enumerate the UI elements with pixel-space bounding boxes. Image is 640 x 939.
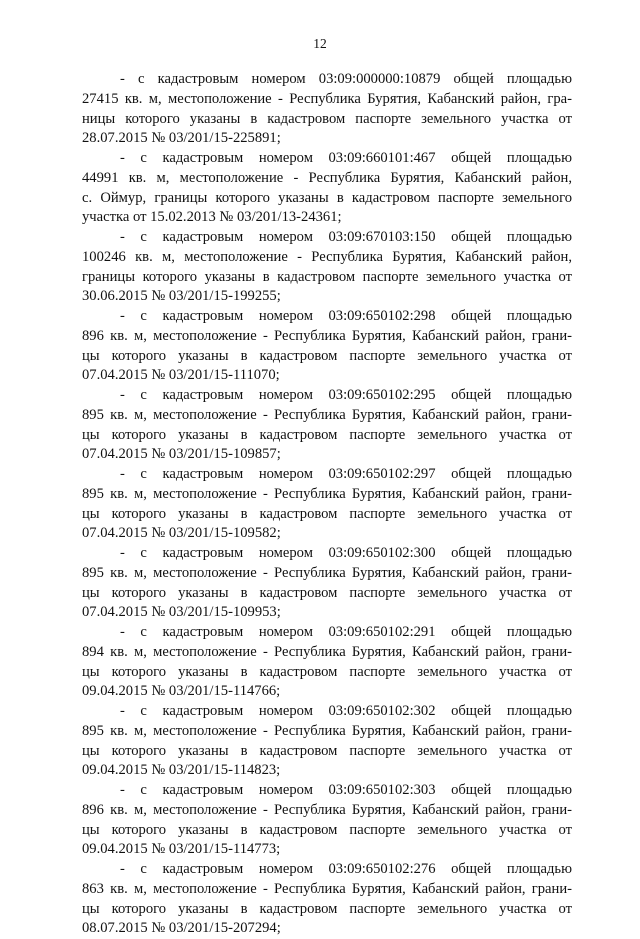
text-line: - с кадастровым номером 03:09:650102:295 общей площадью — [120, 387, 572, 403]
text-line: 09.04.2015 № 03/201/15-114823; — [82, 762, 281, 779]
text-line: - с кадастровым номером 03:09:650102:291 общей площадью — [120, 624, 572, 640]
text-line: 07.04.2015 № 03/201/15-109582; — [82, 525, 281, 542]
text-line: 09.04.2015 № 03/201/15-114773; — [82, 841, 281, 858]
text-line: цы которого указаны в кадастровом паспорте земельного участка от — [82, 584, 572, 601]
text-line: 28.07.2015 № 03/201/15-225891; — [82, 130, 281, 147]
document-body — [82, 70, 572, 939]
text-line: 895 кв. м, местоположение - Республика Бурятия, Кабанский район, грани- — [82, 485, 572, 502]
cadastral-entry — [82, 702, 572, 781]
text-line: - с кадастровым номером 03:09:650102:276 общей площадью — [120, 861, 572, 877]
text-line: 07.04.2015 № 03/201/15-109857; — [82, 446, 281, 463]
text-line: - с кадастровым номером 03:09:650102:297 общей площадью — [120, 466, 572, 482]
text-line: цы которого указаны в кадастровом паспорте земельного участка от — [82, 426, 572, 443]
text-line: - с кадастровым номером 03:09:650102:302 общей площадью — [120, 703, 572, 719]
text-line: - с кадастровым номером 03:09:650102:300 общей площадью — [120, 545, 572, 561]
text-line: участка от 15.02.2013 № 03/201/13-24361; — [82, 209, 342, 226]
text-line: цы которого указаны в кадастровом паспорте земельного участка от — [82, 900, 572, 917]
cadastral-entry — [82, 307, 572, 386]
text-line: границы которого указаны в кадастровом паспорте земельного участка от — [82, 268, 572, 285]
cadastral-entry — [82, 228, 572, 307]
cadastral-entry — [82, 465, 572, 544]
text-line: - с кадастровым номером 03:09:650102:298 общей площадью — [120, 308, 572, 324]
text-line: цы которого указаны в кадастровом паспорте земельного участка от — [82, 505, 572, 522]
page-number: 12 — [313, 36, 327, 51]
cadastral-entry — [82, 544, 572, 623]
cadastral-entry — [82, 623, 572, 702]
cadastral-entry — [82, 781, 572, 860]
text-line: цы которого указаны в кадастровом паспорте земельного участка от — [82, 742, 572, 759]
cadastral-entry — [82, 149, 572, 228]
text-line: 09.04.2015 № 03/201/15-114766; — [82, 683, 281, 700]
text-line: 07.04.2015 № 03/201/15-111070; — [82, 367, 280, 384]
text-line: 44991 кв. м, местоположение - Республика Бурятия, Кабанский район, — [82, 169, 572, 186]
text-line: 27415 кв. м, местоположение - Республика Бурятия, Кабанский район, гра- — [82, 90, 572, 107]
text-line: 07.04.2015 № 03/201/15-109953; — [82, 604, 281, 621]
text-line: 894 кв. м, местоположение - Республика Бурятия, Кабанский район, грани- — [82, 643, 572, 660]
text-line: 100246 кв. м, местоположение - Республика Бурятия, Кабанский район, — [82, 248, 572, 265]
text-line: 08.07.2015 № 03/201/15-207294; — [82, 920, 281, 937]
text-line: - с кадастровым номером 03:09:650102:303 общей площадью — [120, 782, 572, 798]
cadastral-entry — [82, 386, 572, 465]
text-line: - с кадастровым номером 03:09:670103:150 общей площадью — [120, 229, 572, 245]
text-line: цы которого указаны в кадастровом паспорте земельного участка от — [82, 347, 572, 364]
text-line: 896 кв. м, местоположение - Республика Бурятия, Кабанский район, грани- — [82, 801, 572, 818]
text-line: цы которого указаны в кадастровом паспорте земельного участка от — [82, 663, 572, 680]
text-line: 895 кв. м, местоположение - Республика Бурятия, Кабанский район, грани- — [82, 564, 572, 581]
cadastral-entry — [82, 860, 572, 939]
text-line: цы которого указаны в кадастровом паспорте земельного участка от — [82, 821, 572, 838]
text-line: 30.06.2015 № 03/201/15-199255; — [82, 288, 281, 305]
text-line: - с кадастровым номером 03:09:660101:467 общей площадью — [120, 150, 572, 166]
text-line: 896 кв. м, местоположение - Республика Бурятия, Кабанский район, грани- — [82, 327, 572, 344]
text-line: 863 кв. м, местоположение - Республика Бурятия, Кабанский район, грани- — [82, 880, 572, 897]
text-line: - с кадастровым номером 03:09:000000:10879 общей площадью — [120, 71, 572, 87]
text-line: с. Оймур, границы которого указаны в кадастровом паспорте земельного — [82, 189, 572, 206]
text-line: ницы которого указаны в кадастровом паспорте земельного участка от — [82, 110, 572, 127]
cadastral-entry — [82, 70, 572, 149]
text-line: 895 кв. м, местоположение - Республика Бурятия, Кабанский район, грани- — [82, 406, 572, 423]
text-line: 895 кв. м, местоположение - Республика Бурятия, Кабанский район, грани- — [82, 722, 572, 739]
